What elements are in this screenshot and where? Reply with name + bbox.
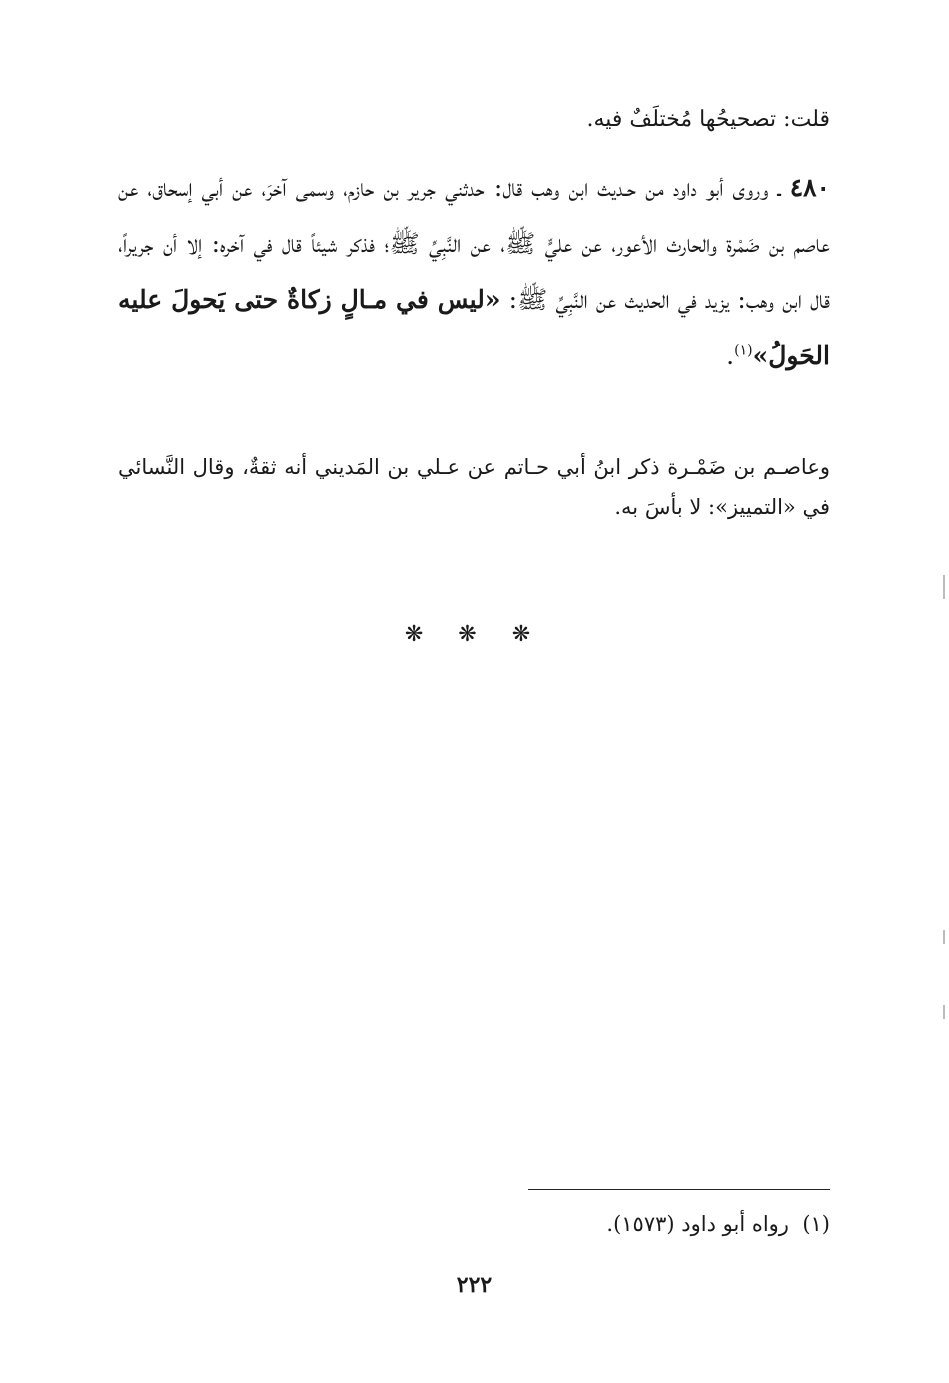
margin-mark xyxy=(943,575,945,599)
footnote-marker: (١) xyxy=(802,1212,830,1236)
page-number: ٢٢٢ xyxy=(456,1272,493,1298)
hadith-end: . xyxy=(726,341,735,370)
hadith-number: ٤٨٠ xyxy=(789,173,830,202)
footnote-text: رواه أبو داود (١٥٧٣). xyxy=(606,1212,789,1236)
hadith-quote: «ليس في مـالٍ زكاةٌ حتى يَحولَ عليه الحَولُ» xyxy=(118,285,830,370)
intro-note: قلت: تصحيحُها مُختلَفٌ فيه. xyxy=(586,107,830,132)
footnote-reference[interactable]: (١) xyxy=(734,342,753,359)
narrator-note: وعاصـم بن ضَمْـرة ذكر ابنُ أبي حـاتم عن عـلي بن المَديني أنه ثقةٌ، وقال النَّسائي في «التمييز»: لا بأسَ به. xyxy=(118,455,830,519)
margin-mark xyxy=(943,1005,945,1019)
footnote xyxy=(430,1208,830,1240)
footnote-divider xyxy=(528,1189,830,1190)
section-separator: ❋ ❋ ❋ xyxy=(404,622,545,647)
hadith-text: ـ وروى أبو داود من حـديث ابن وهب قال: حدثني جرير بن حازم، وسمى آخرَ، عن أبي إسحاق، عن عاصم بن ضَمْرة والحارث الأعور، عن عليٍّ ﷺ، عن النَّبِيِّ ﷺ؛ فذكر شيئاً قال في آخره: إلا أن جريراً، قال ابن وهب: يزيد في الحديث عن النَّبِيِّ ﷺ: xyxy=(118,173,830,314)
hadith-paragraph xyxy=(118,160,830,384)
margin-mark xyxy=(943,930,945,944)
